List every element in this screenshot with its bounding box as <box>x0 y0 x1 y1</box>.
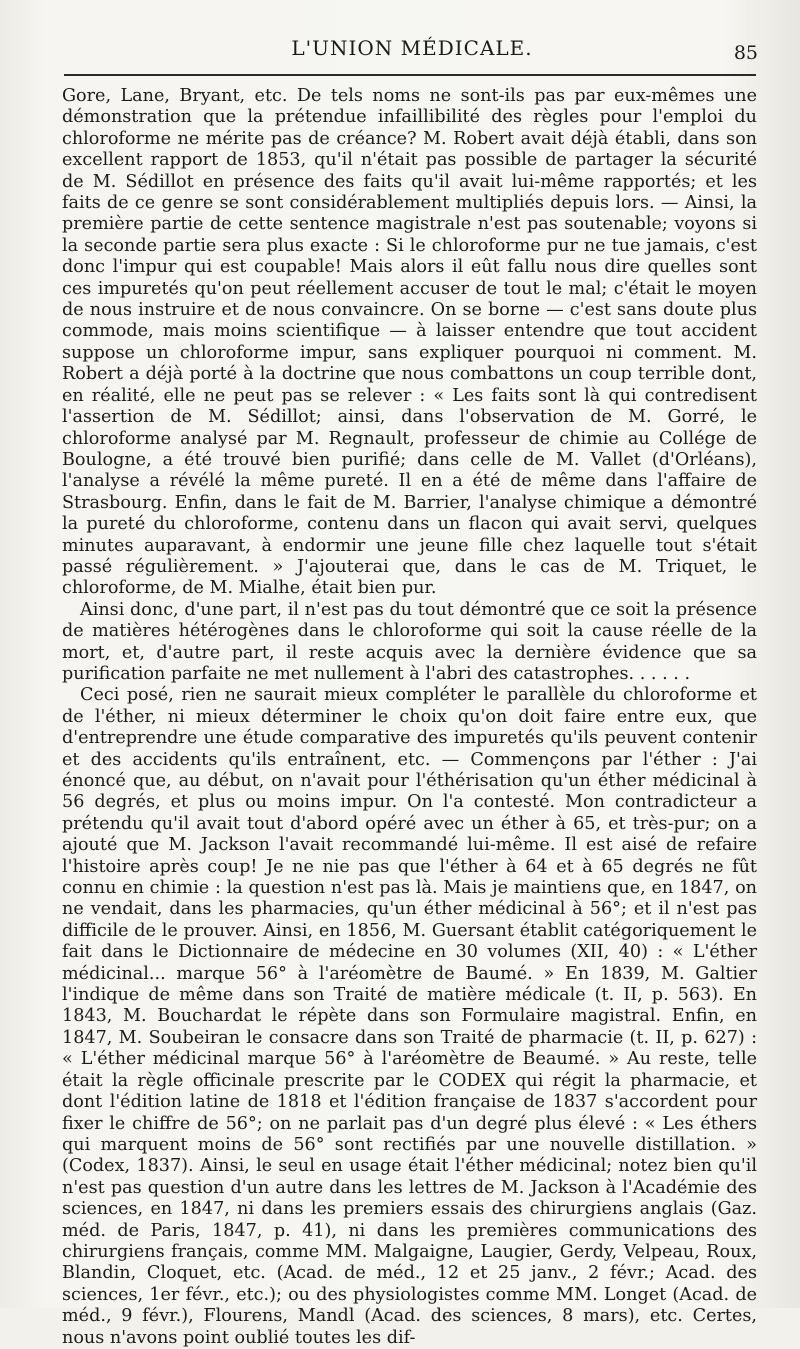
body-text <box>62 86 757 1349</box>
paragraph-2: Ainsi donc, d'une part, il n'est pas du tout démontré que ce soit la présence de matières hétérogènes dans le chloroforme qui soit la cause réelle de la mort, et, d'autre part, il reste acquis avec la dernière évidence que sa purification parfaite ne met nullement à l'abri des catastrophes. . . . . . <box>62 599 757 684</box>
running-title: L'UNION MÉDICALE. <box>291 36 533 60</box>
header-rule <box>64 74 756 76</box>
paragraph-3: Ceci posé, rien ne saurait mieux compléter le parallèle du chloroforme et de l'éther, ni mieux déterminer le choix qu'on doit faire entre eux, que d'entreprendre une étude comparative des impuretés qu'ils peuvent contenir et des accidents qu'ils entraînent, etc. — Commençons par l'éther : J'ai énoncé que, au début, on n'avait pour l'éthérisation qu'un éther médicinal à 56 degrés, et plus ou moins impur. On l'a contesté. Mon contradicteur a prétendu qu'il avait tout d'abord opéré avec un éther à 65, et très-pur; on a ajouté que M. Jackson l'avait recommandé lui-même. Il est aisé de refaire l'histoire après coup! Je ne nie pas que l'éther à 64 et à 65 degrés ne fût connu en chimie : la question n'est pas là. Mais je maintiens que, en 1847, on ne vendait, dans les pharmacies, qu'un éther médicinal à 56°; et il n'est pas difficile de le prouver. Ainsi, en 1856, M. Guersant établit catégoriquement le fait dans le Dictionnaire de médecine en 30 volumes (XII, 40) : « L'éther médicinal... marque 56° à l'aréomètre de Baumé. » En 1839, M. Galtier l'indique de même dans son Traité de matière médicale (t. II, p. 563). En 1843, M. Bouchardat le répète dans son Formulaire magistral. Enfin, en 1847, M. Soubeiran le consacre dans son Traité de pharmacie (t. II, p. 627) : « L'éther médicinal marque 56° à l'aréomètre de Beaumé. » Au reste, telle était la règle officinale prescrite par le CODEX qui régit la pharmacie, et dont l'édition latine de 1818 et l'édition française de 1837 s'accordent pour fixer le chiffre de 56°; on ne parlait pas d'un degré plus élevé : « Les éthers qui marquent moins de 56° sont rectifiés par une nouvelle distillation. » (Codex, 1837). Ainsi, le seul en usage était l'éther médicinal; notez bien qu'il n'est pas question d'un autre dans les lettres de M. Jackson à l'Académie des sciences, en 1847, ni dans les premiers essais des chirurgiens anglais (Gaz. méd. de Paris, 1847, p. 41), ni dans les premières communications des chirurgiens français, comme MM. Malgaigne, Laugier, Gerdy, Velpeau, Roux, Blandin, Cloquet, etc. (Acad. de méd., 12 et 25 janv., 2 févr.; Acad. des sciences, 1er févr., etc.); ou des physiologistes comme MM. Longet (Acad. de méd., 9 févr.), Flourens, Mandl (Acad. des sciences, 8 mars), etc. Certes, nous n'avons point oublié toutes les dif- <box>62 685 757 1348</box>
paragraph-1: Gore, Lane, Bryant, etc. De tels noms ne sont-ils pas par eux-mêmes une démonstration que la prétendue infaillibilité des règles pour l'emploi du chloroforme ne mérite pas de créance? M. Robert avait déjà établi, dans son excellent rapport de 1853, qu'il n'était pas possible de partager la sécurité de M. Sédillot en présence des faits qu'il avait lui-même rapportés; et les faits de ce genre se sont considérablement multipliés depuis lors. — Ainsi, la première partie de cette sentence magistrale n'est pas soutenable; voyons si la seconde partie sera plus exacte : Si le chloroforme pur ne tue jamais, c'est donc l'impur qui est coupable! Mais alors il eût fallu nous dire quelles sont ces impuretés qu'on peut réellement accuser de tout le mal; c'était le moyen de nous instruire et de nous convaincre. On se borne — c'est sans doute plus commode, mais moins scientifique — à laisser entendre que tout accident suppose un chloroforme impur, sans expliquer pourquoi ni comment. M. Robert a déjà porté à la doctrine que nous combattons un coup terrible dont, en réalité, elle ne peut pas se relever : « Les faits sont là qui contredisent l'assertion de M. Sédillot; ainsi, dans l'observation de M. Gorré, le chloroforme analysé par M. Regnault, professeur de chimie au Collége de Boulogne, a été trouvé bien purifié; dans celle de M. Vallet (d'Orléans), l'analyse a révélé la même pureté. Il en a été de même dans l'affaire de Strasbourg. Enfin, dans le fait de M. Barrier, l'analyse chimique a démontré la pureté du chloroforme, contenu dans un flacon qui avait servi, quelques minutes auparavant, à endormir une jeune fille chez laquelle tout s'était passé régulièrement. » J'ajouterai que, dans le cas de M. Triquet, le chloroforme, de M. Mialhe, était bien pur. <box>62 86 757 599</box>
page-number: 85 <box>733 42 758 64</box>
page-header <box>62 32 762 72</box>
